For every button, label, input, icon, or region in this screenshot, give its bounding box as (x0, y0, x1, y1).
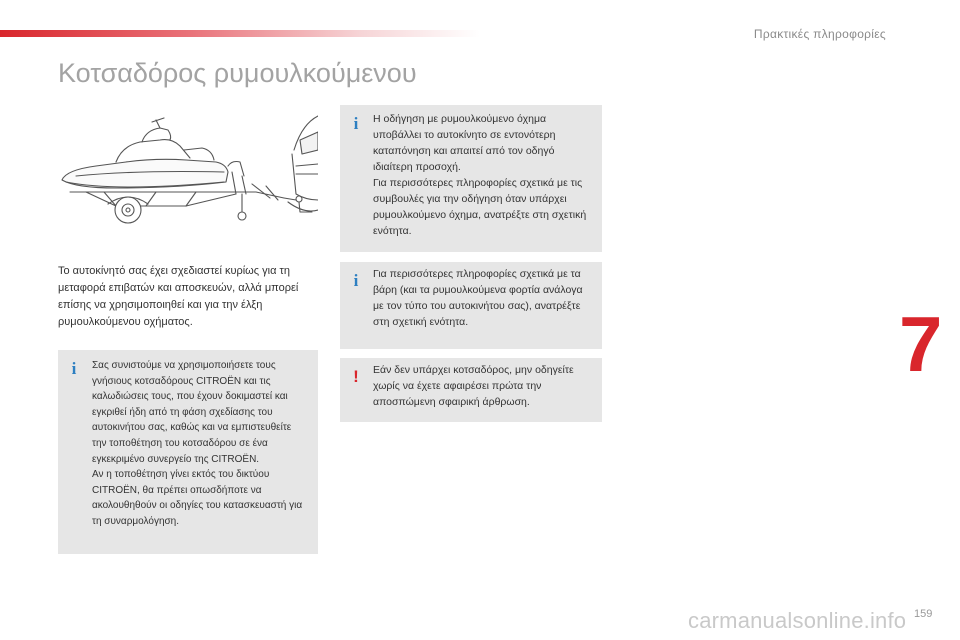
info-icon: i (71, 359, 77, 378)
note-paragraph: Για περισσότερες πληροφορίες σχετικά με τα βάρη (και τα ρυμουλκούμενα φορτία ανάλογα με τον τύπο του αυτοκινήτου σας), ανατρέξτε στη σχετική ενότητα. (373, 268, 583, 328)
intro-paragraph: Το αυτοκίνητό σας έχει σχεδιαστεί κυρίως για τη μεταφορά επιβατών και αποσκευών, αλλά μπορεί επίσης να χρησιμοποιηθεί και για την έλξη ρυμουλκούμενου οχήματος. (58, 265, 299, 328)
header-accent-bar (0, 30, 480, 37)
info-icon: i (353, 271, 359, 290)
recommendation-note-box (58, 350, 318, 554)
driving-note-box (340, 105, 602, 252)
weights-note-box (340, 262, 602, 349)
note-paragraph: Για περισσότερες πληροφορίες σχετικά με τις συμβουλές για την οδήγηση όταν υπάρχει ρυμουλκούμενο όχημα, ανατρέξτε στη σχετική ενότητα. (373, 177, 587, 237)
note-paragraph: Αν η τοποθέτηση γίνει εκτός του δικτύου CITROËN, θα πρέπει οπωσδήποτε να ακολουθηθούν οι οδηγίες του κατασκευαστή για τη συναρμολόγηση. (92, 469, 303, 527)
page-number: 159 (914, 608, 933, 620)
warning-note-box (340, 358, 602, 422)
page-title: Κοτσαδόρος ρυμουλκούμενου (58, 58, 417, 88)
warning-icon: ! (353, 367, 359, 386)
note-paragraph: Εάν δεν υπάρχει κοτσαδόρος, μην οδηγείτε χωρίς να έχετε αφαιρέσει πρώτα την αποσπώμενη σφαιρική άρθρωση. (373, 364, 574, 408)
note-paragraph: Σας συνιστούμε να χρησιμοποιήσετε τους γνήσιους κοτσαδόρους CITROËN και τις καλωδιώσεις τους, που έχουν δοκιμαστεί και εγκριθεί ήδη από τη φάση σχεδίασης του αυτοκινήτου σας, καθώς και να εμπιστευθείτε την τοποθέτηση του κοτσαδόρου σε ένα εγκεκριμένο συνεργείο της CITROËN. (92, 360, 292, 465)
trailer-illustration (56, 110, 318, 240)
info-icon: i (353, 114, 359, 133)
section-title: Πρακτικές πληροφορίες (753, 27, 886, 41)
note-paragraph: Η οδήγηση με ρυμουλκούμενο όχημα υποβάλλει το αυτοκίνητο σε εντονότερη καταπόνηση και απαιτεί από τον οδηγό ιδιαίτερη προσοχή. (373, 113, 556, 173)
chapter-number: 7 (899, 300, 943, 388)
watermark: carmanualsonline.info (688, 608, 907, 633)
